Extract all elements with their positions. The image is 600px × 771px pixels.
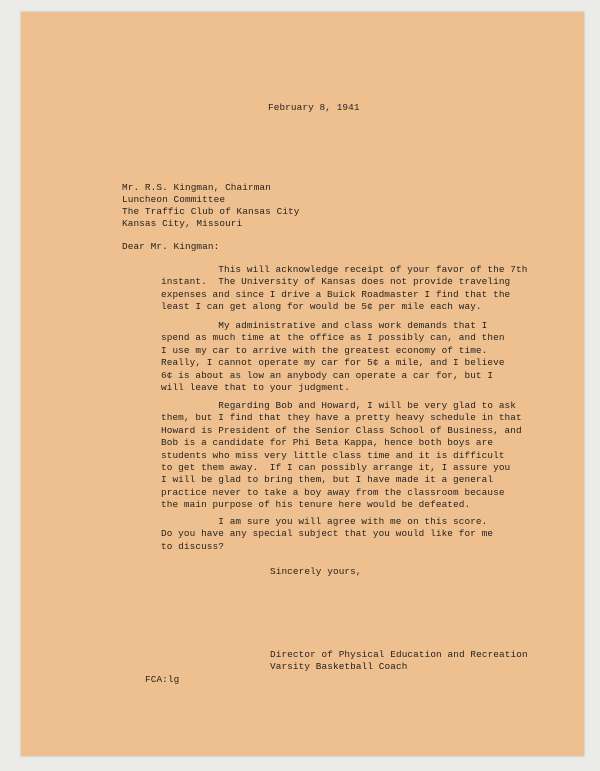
- body-line: students who miss very little class time and it is difficult: [161, 449, 505, 461]
- body-paragraph: [161, 516, 493, 553]
- body-line: expenses and since I drive a Buick Roadmaster I find that the: [161, 288, 511, 300]
- body-paragraph: [161, 320, 505, 394]
- letter-page: [21, 12, 584, 756]
- signature-title: Director of Physical Education and Recreation: [270, 649, 528, 660]
- recipient-line: Luncheon Committee: [122, 194, 226, 205]
- body-line: instant. The University of Kansas does not provide traveling: [161, 276, 511, 288]
- body-paragraph: [161, 264, 527, 314]
- body-line: 6¢ is about as low an anybody can operate a car for, but I: [161, 369, 494, 381]
- body-line: I will be glad to bring them, but I have made it a general: [161, 474, 494, 486]
- body-paragraph: [161, 400, 522, 512]
- body-line: practice never to take a boy away from the classroom because: [161, 486, 505, 498]
- recipient-line: Mr. R.S. Kingman, Chairman: [122, 182, 271, 193]
- body-line: the main purpose of his tenure here would be defeated.: [161, 499, 471, 511]
- recipient-line: The Traffic Club of Kansas City: [122, 206, 300, 217]
- body-line: I am sure you will agree with me on this score.: [161, 516, 488, 527]
- body-line: This will acknowledge receipt of your favor of the 7th: [161, 264, 528, 275]
- typist-initials: FCA:lg: [145, 674, 180, 685]
- letter-date: February 8, 1941: [268, 102, 360, 113]
- body-line: Do you have any special subject that you would like for me: [161, 528, 494, 540]
- body-line: My administrative and class work demands that I: [161, 320, 488, 331]
- body-line: spend as much time at the office as I possibly can, and then: [161, 332, 505, 344]
- body-line: least I can get along for would be 5¢ per mile each way.: [161, 301, 482, 313]
- closing: Sincerely yours,: [270, 566, 362, 577]
- body-line: Bob is a candidate for Phi Beta Kappa, hence both boys are: [161, 437, 494, 449]
- body-line: will leave that to your judgment.: [161, 382, 350, 394]
- signature-title: Varsity Basketball Coach: [270, 661, 408, 672]
- body-line: Really, I cannot operate my car for 5¢ a mile, and I believe: [161, 357, 505, 369]
- body-line: Regarding Bob and Howard, I will be very glad to ask: [161, 400, 517, 411]
- recipient-line: Kansas City, Missouri: [122, 218, 243, 229]
- body-line: to discuss?: [161, 540, 224, 552]
- body-line: to get them away. If I can possibly arrange it, I assure you: [161, 462, 511, 474]
- body-line: them, but I find that they have a pretty heavy schedule in that: [161, 412, 522, 424]
- body-line: I use my car to arrive with the greatest economy of time.: [161, 344, 488, 356]
- body-line: Howard is President of the Senior Class School of Business, and: [161, 424, 522, 436]
- salutation: Dear Mr. Kingman:: [122, 241, 220, 252]
